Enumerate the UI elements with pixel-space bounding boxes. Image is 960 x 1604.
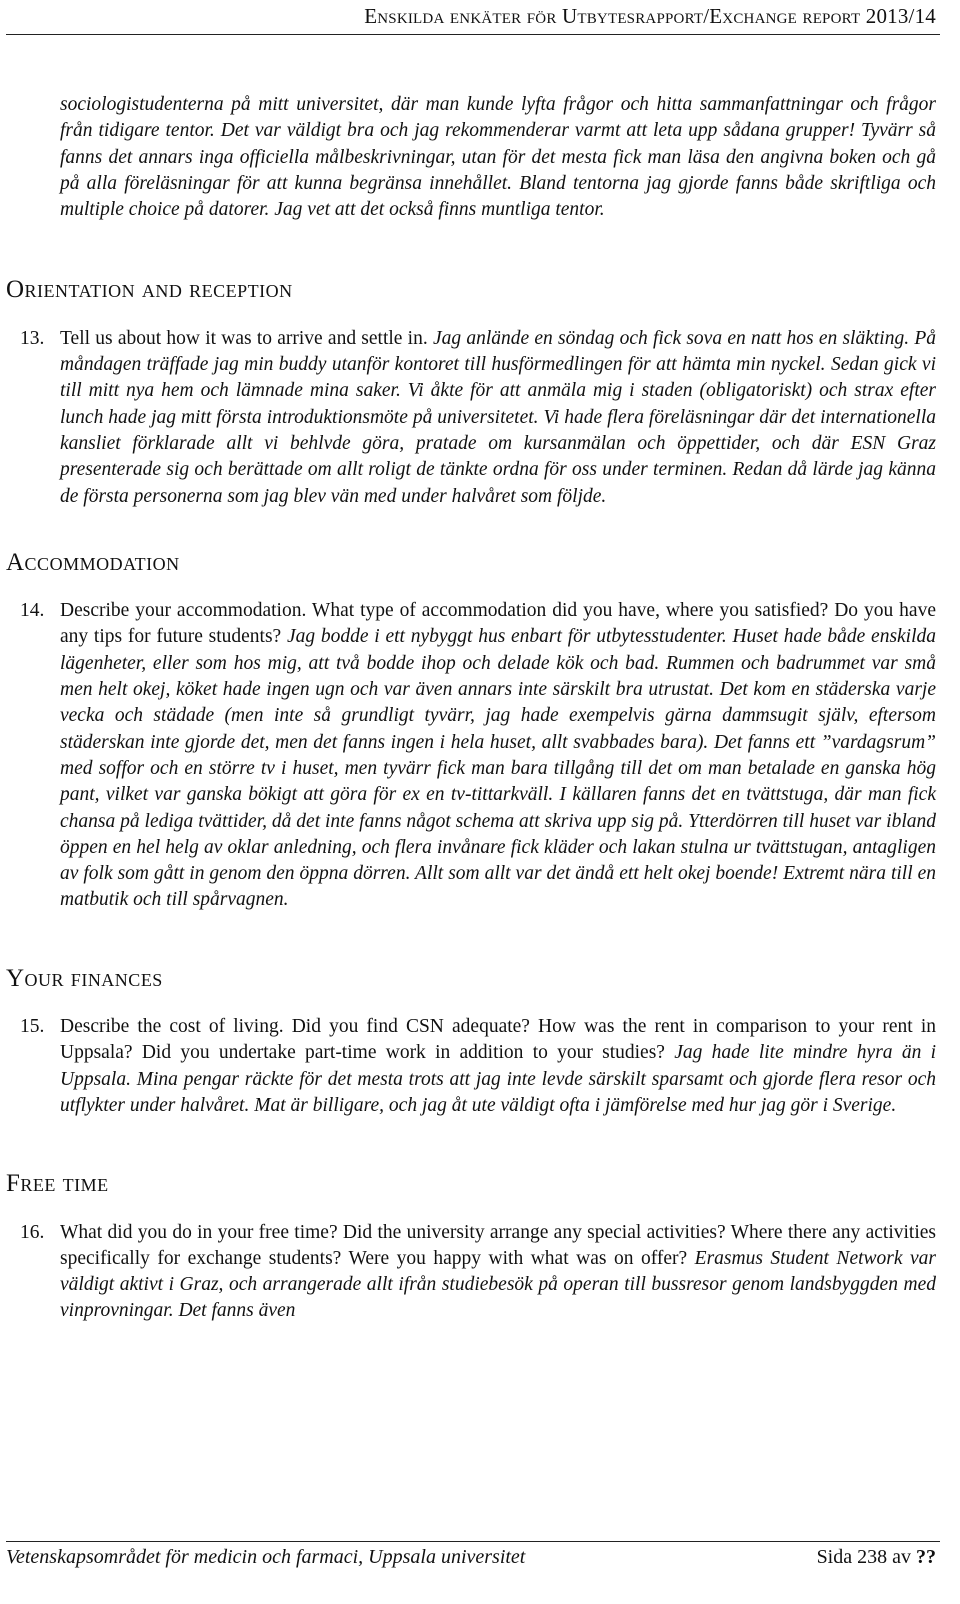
document-body [6,92,936,1325]
question-text: Describe the cost of living. Did you find CSN adequate? How was the rent in comparison to your rent in Uppsala? Did you undertake part-time work in addition to your studies? [60,1016,936,1064]
section-heading-finances: Your finances [6,964,163,992]
running-header: Enskilda enkäter för Utbytesrapport/Exchange report 2013/14 [364,4,936,28]
answer-text: Jag anlände en söndag och fick sova en natt hos en släkting. På måndagen träffade jag min buddy utanför kontoret till husförmedlingen för att hämta min nyckel. Sedan gick vi till mitt nya hem och lämnade mina saker. Vi åkte för att anmäla mig i staden (obligatoriskt) och strax efter lunch hade jag mitt första introduktionsmöte på universitetet. Vi hade flera föreläsningar där det internationella kansliet förklarade allt vi behlvde göra, pratade om kursanmälan och öppettider, och där ESN Graz presenterade sig och berättade om allt roligt de tänkte ordna för oss under terminen. Redan då lärde jag känna de första personerna som jag blev vän med under halvåret som följde. [60,327,936,507]
answer-text: Jag bodde i ett nybyggt hus enbart för utbytesstudenter. Huset hade både enskilda lägenheter, eller som hos mig, att två bodde ihop och delade kök och bad. Rummen och badrummet var små men helt okej, köket hade ingen ugn och var även annars inte särskilt bra utrustat. Det kom en städerska varje vecka och städade (men inte så grundligt tyvärr, jag hade exempelvis gärna dammsugit själv, eftersom städerskan inte gjorde det, men det fanns ingen i hela huset, allt svabbades bara). Det fanns ett ”vardagsrum” med soffor och en större tv i huset, men tyvärr fick man bara tillgång till det om man betalade en ganska hög pant, vilket var ganska bökigt att göra för ex en tv-tittarkväll. I källaren fanns det en tvättstuga, där man fick chansa på lediga tvättider, då det inte fanns något schema att skriva upp sig på. Ytterdörren till huset var ibland öppen en hel helg av oklar anledning, och flera invånare fick kläder och lakan stulna ur tvättstugan, antagligen av folk som gått in genom den öppna dörren. Allt som allt var det ändå ett helt okej boende! Extremt nära till en matbutik och till spårvagnen. [60,626,937,911]
page-total: ?? [916,1546,936,1568]
question-text: What did you do in your free time? Did the university arrange any special activities? Where there any activities specifically for exchange students? Were you happy with what was on offer? [60,1221,936,1269]
question-number: 15. [20,1016,45,1038]
intro-text: sociologistudenterna på mitt universitet, där man kunde lyfta frågor och hitta sammanfattningar och frågor från tidigare tentor. Det var väldigt bra och jag rekommenderar varmt att leta upp sådana grupper! Tyvärr så fanns det annars inga officiella målbeskrivningar, utan för det mesta fick man läsa den angivna boken och gå på alla föreläsningar för att kunna begränsa innehållet. Bland tentorna jag gjorde fanns både skriftliga och multiple choice på datorer. Jag vet att det också finns muntliga tentor. [60,94,936,221]
question-item-16 [6,1220,936,1325]
question-number: 14. [20,600,45,622]
section-heading-orientation: Orientation and reception [6,276,293,304]
page-number [817,1546,936,1569]
section-heading-accommodation: Accommodation [6,548,180,576]
intro-paragraph [6,92,936,223]
page-number-prefix: Sida 238 av [816,1546,911,1568]
footer-institution: Vetenskapsområdet för medicin och farmaci, Uppsala universitet [6,1546,526,1568]
header-rule [6,34,940,35]
question-item-13 [6,326,936,510]
question-item-14 [6,598,936,914]
question-number: 16. [20,1221,45,1243]
question-text: Describe your accommodation. What type of accommodation did you have, where you satisfied? Do you have any tips for future students? [60,600,936,648]
section-heading-free-time: Free time [6,1170,109,1198]
answer-text: Jag hade lite mindre hyra än i Uppsala. Mina pengar räckte för det mesta trots att jag inte levde särskilt sparsamt och gjorde flera resor och utflykter under halvåret. Mat är billigare, och jag åt ute väldigt ofta i jämförelse med hur jag gör i Sverige. [60,1042,937,1116]
footer-rule [6,1541,940,1542]
answer-text: Erasmus Student Network var väldigt aktivt i Graz, och arrangerade allt ifrån studiebesök på operan till bussresor genom landsbyggden med vinprovningar. Det fanns även [60,1247,937,1322]
question-text: Tell us about how it was to arrive and settle in. [60,327,428,349]
question-item-15 [6,1014,936,1119]
question-number: 13. [20,327,45,349]
